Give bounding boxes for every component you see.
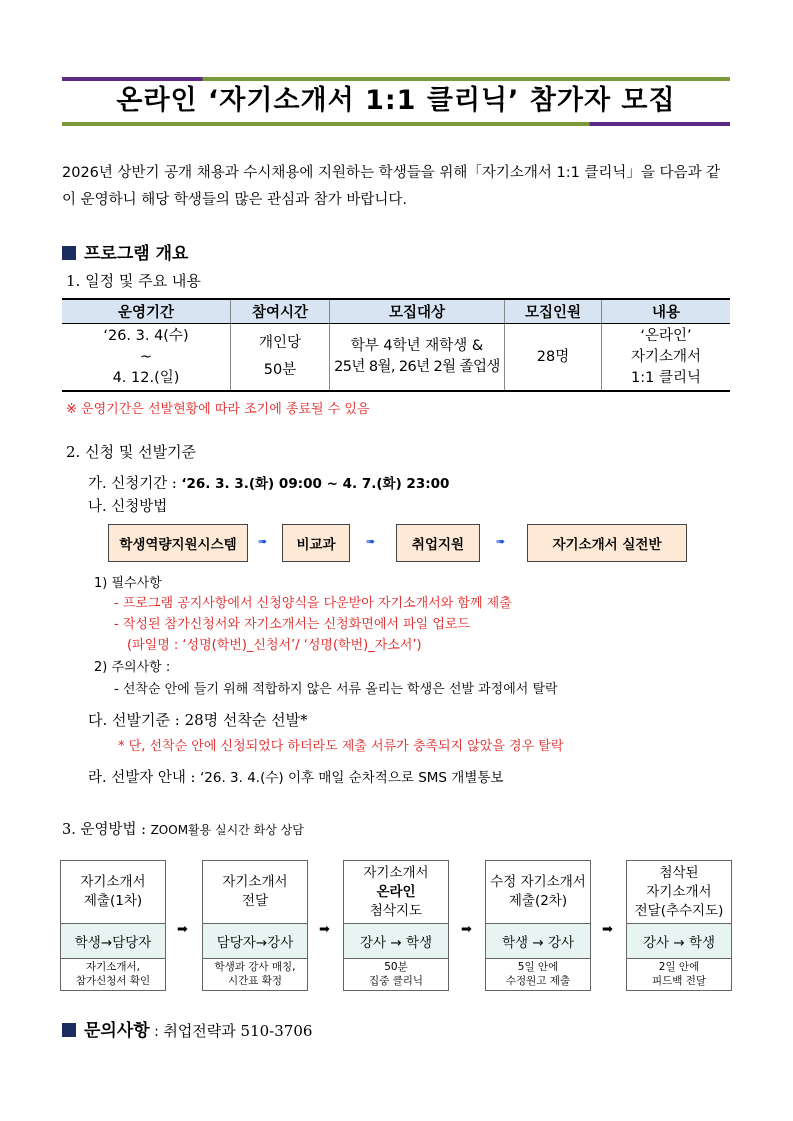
- contact-separator: :: [149, 1024, 164, 1040]
- process-step-detail: [60, 959, 166, 991]
- process-detail-line: 집중 클리닉: [368, 975, 424, 987]
- process-detail-line: 수정원고 제출: [505, 975, 571, 987]
- arrow-right-icon: ➡: [319, 922, 330, 937]
- process-title-line: 자기소개서: [646, 883, 712, 900]
- cell-line: ‘26. 3. 4(수): [103, 327, 189, 344]
- process-detail-line: 5일 안에: [517, 961, 559, 973]
- requirement-item: - 작성된 참가신청서와 자기소개서는 신청화면에서 파일 업로드: [114, 617, 470, 632]
- process-step-detail: [343, 959, 449, 991]
- table-header-cell: 모집대상: [330, 299, 505, 324]
- process-title-line: 전달(추수지도): [634, 902, 724, 919]
- arrow-right-icon: ➠: [496, 535, 506, 548]
- square-bullet-icon: [62, 1023, 76, 1037]
- process-detail-line: 자기소개서,: [85, 961, 141, 973]
- operation-method: [62, 818, 304, 839]
- square-bullet-icon: [62, 246, 76, 260]
- table-row: [62, 324, 730, 392]
- cell-line: ‘온라인’: [640, 327, 692, 344]
- process-detail-line: 시간표 확정: [227, 975, 283, 987]
- process-step-title: [626, 860, 732, 924]
- process-step-detail: [485, 959, 591, 991]
- operation-method-value: ZOOM활용 실시간 화상 상담: [150, 823, 304, 837]
- page-title: 온라인 ‘자기소개서 1:1 클리닉’ 참가자 모집: [116, 85, 676, 116]
- cell-line: 자기소개서: [630, 348, 702, 365]
- schedule-note: ※ 운영기간은 선발현황에 따라 조기에 종료될 수 있음: [66, 402, 370, 417]
- selection-notice-value: ‘26. 3. 4.(수) 이후 매일 순차적으로 SMS 개별통보: [199, 770, 504, 786]
- cell-period: [62, 324, 231, 392]
- operation-method-label: 3. 운영방법 :: [62, 822, 151, 838]
- process-title-line: 첨삭된: [659, 864, 699, 881]
- table-header-cell: 참여시간: [231, 299, 330, 324]
- process-title-line: 제출(1차): [83, 893, 143, 909]
- process-step-title: [202, 860, 308, 924]
- cell-line: 1:1 클리닉: [631, 369, 701, 386]
- arrow-right-icon: ➠: [258, 535, 268, 548]
- process-step-direction: 강사 → 학생: [626, 924, 732, 959]
- requirement-item: (파일명 : ‘성명(학번)_신청서’/ ‘성명(학번)_자소서’): [127, 638, 422, 653]
- process-step-detail: [202, 959, 308, 991]
- process-step-title: [60, 860, 166, 924]
- process-detail-line: 학생과 강사 매칭,: [214, 961, 296, 973]
- process-step-5: [626, 860, 732, 991]
- process-step-title: [485, 860, 591, 924]
- caution-item: - 선착순 안에 들기 위해 적합하지 않은 서류 올리는 학생은 선발 과정에서 탈락: [114, 682, 558, 697]
- application-period-label: 가. 신청기간 :: [88, 476, 182, 492]
- section-heading: 프로그램 개요: [84, 244, 189, 264]
- cell-line: 4. 12.(일): [112, 369, 180, 386]
- process-detail-line: 2일 안에: [658, 961, 700, 973]
- process-step-direction: 학생→담당자: [60, 924, 166, 959]
- flow-step-practice: 자기소개서 실전반: [527, 524, 687, 562]
- cell-count: 28명: [505, 324, 602, 392]
- caution-title: 2) 주의사항 :: [94, 660, 171, 675]
- process-step-title: [343, 860, 449, 924]
- subheading-schedule: 1. 일정 및 주요 내용: [66, 272, 201, 290]
- flow-step-system: 학생역량지원시스템: [108, 524, 248, 562]
- process-detail-line: 피드백 전달: [651, 975, 707, 987]
- contact-heading: 문의사항: [84, 1021, 150, 1041]
- arrow-right-icon: ➡: [177, 922, 188, 937]
- table-header-cell: 운영기간: [62, 299, 231, 324]
- cell-line: 학부 4학년 재학생 &: [350, 338, 484, 354]
- process-title-line: 전달: [241, 893, 269, 909]
- cell-target: [330, 324, 505, 392]
- cell-line: ~: [139, 348, 153, 365]
- process-detail-line: 50분: [384, 961, 408, 973]
- cell-line: 50분: [263, 362, 297, 378]
- intro-paragraph: 2026년 상반기 공개 채용과 수시채용에 지원하는 학생들을 위해「자기소개서 1:1 클리닉」을 다음과 같이 운영하니 해당 학생들의 많은 관심과 참가 바랍니다.: [62, 165, 721, 208]
- title-bottom-bar: [62, 122, 730, 126]
- cell-time: [231, 324, 330, 392]
- process-step-direction: 학생 → 강사: [485, 924, 591, 959]
- requirement-item: - 프로그램 공지사항에서 신청양식을 다운받아 자기소개서와 함께 제출: [114, 596, 512, 611]
- process-step-4: [485, 860, 591, 991]
- process-title-line: 자기소개서: [80, 874, 146, 890]
- process-step-1: [60, 860, 166, 991]
- contact-line: [62, 1016, 312, 1041]
- process-title-line: 첨삭지도: [369, 902, 423, 919]
- schedule-table: [62, 298, 730, 392]
- cell-line: 25년 8월, 26년 2월 졸업생: [334, 359, 500, 375]
- process-title-line: 자기소개서: [363, 864, 429, 881]
- process-title-line: 자기소개서: [222, 874, 288, 890]
- process-step-3: [343, 860, 449, 991]
- process-detail-line: 참가신청서 확인: [75, 975, 151, 987]
- process-title-line: 수정 자기소개서: [490, 874, 586, 890]
- process-title-line: 온라인: [376, 883, 416, 900]
- application-method-label: 나. 신청방법: [88, 499, 168, 515]
- process-step-direction: 강사 → 학생: [343, 924, 449, 959]
- arrow-right-icon: ➠: [366, 535, 376, 548]
- subheading-application: 2. 신청 및 선발기준: [66, 443, 197, 461]
- process-step-detail: [626, 959, 732, 991]
- selection-notice-label: 라. 선발자 안내 :: [88, 770, 200, 786]
- cell-content: [602, 324, 731, 392]
- arrow-right-icon: ➡: [461, 922, 472, 937]
- application-period: [88, 472, 449, 493]
- selection-notice: [88, 766, 503, 787]
- flow-step-employment: 취업지원: [396, 524, 480, 562]
- selection-criteria: 다. 선발기준 : 28명 선착순 선발*: [88, 711, 308, 729]
- process-title-line: 제출(2차): [508, 893, 568, 909]
- section-program-overview: [62, 239, 188, 264]
- arrow-right-icon: ➡: [602, 922, 613, 937]
- selection-criteria-note: * 단, 선착순 안에 신청되었다 하더라도 제출 서류가 충족되지 않았을 경우 탈락: [118, 739, 564, 754]
- table-header-cell: 내용: [602, 299, 731, 324]
- application-period-value: ‘26. 3. 3.(화) 09:00 ~ 4. 7.(화) 23:00: [181, 476, 450, 492]
- requirements-title: 1) 필수사항: [94, 576, 162, 591]
- process-step-2: [202, 860, 308, 991]
- contact-value: 취업전략과 510-3706: [163, 1022, 313, 1040]
- title-top-bar: [62, 77, 730, 81]
- table-header-cell: 모집인원: [505, 299, 602, 324]
- process-step-direction: 담당자→강사: [202, 924, 308, 959]
- table-header-row: [62, 299, 730, 324]
- flow-step-extracurricular: 비교과: [282, 524, 350, 562]
- cell-line: 개인당: [258, 335, 302, 351]
